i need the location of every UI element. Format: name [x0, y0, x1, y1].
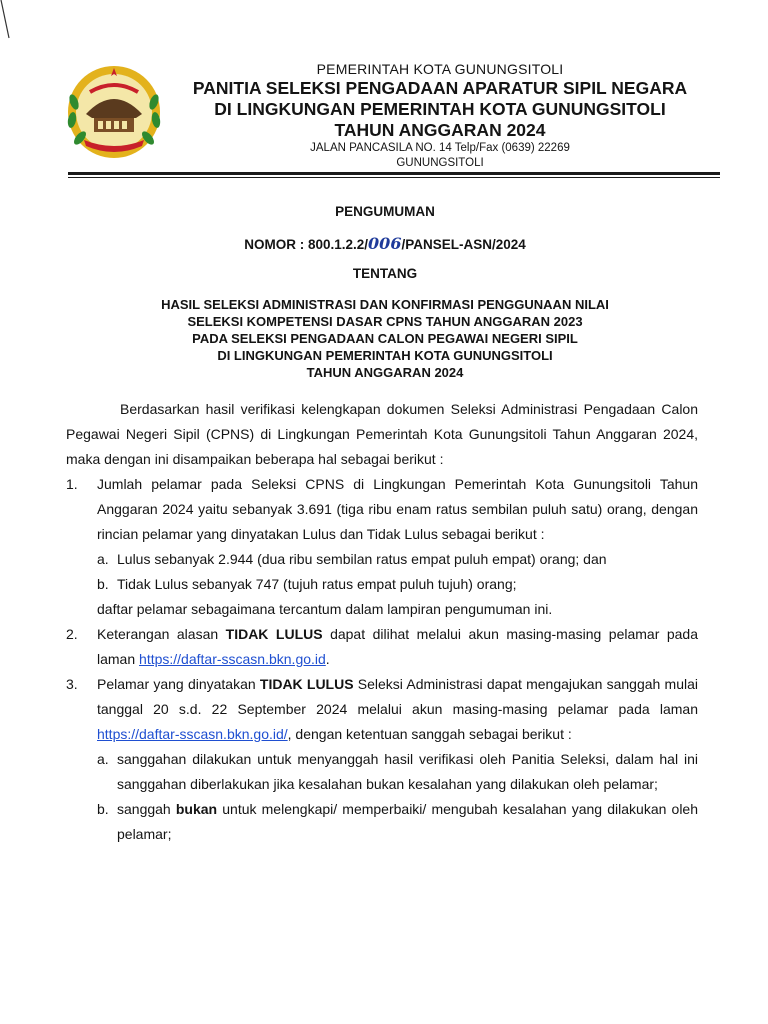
sub-item-letter: a.	[97, 551, 109, 567]
subject-line: DI LINGKUNGAN PEMERINTAH KOTA GUNUNGSITOLI	[217, 348, 553, 363]
list-item-1	[66, 472, 698, 622]
sub-item-letter: b.	[97, 801, 109, 817]
text-segment: , dengan ketentuan sanggah sebagai berikut :	[287, 726, 572, 742]
intro-paragraph: Berdasarkan hasil verifikasi kelengkapan dokumen Seleksi Administrasi Pengadaan Calon Pegawai Negeri Sipil (CPNS) di Lingkungan Pemerintah Kota Gunungsitoli Tahun Anggaran 2024, maka dengan ini disampaikan beberapa hal sebagai berikut :	[66, 401, 698, 467]
announcement-title: PENGUMUMAN	[335, 204, 435, 219]
text-segment: Seleksi Administrasi dapat mengajukan sanggah mulai tanggal 20 s.d. 22 September 2024 melalui akun masing-masing pelamar pada laman	[97, 676, 699, 717]
subject-line: HASIL SELEKSI ADMINISTRASI DAN KONFIRMASI PENGGUNAAN NILAI	[161, 297, 609, 312]
item-text: Jumlah pelamar pada Seleksi CPNS di Lingkungan Pemerintah Kota Gunungsitoli Tahun Anggaran 2024 yaitu sebanyak 3.691 (tiga ribu enam ratus sembilan puluh satu) orang, dengan rincian pelamar yang dinyatakan Lulus dan Tidak Lulus sebagai berikut :	[97, 476, 698, 542]
number-prefix: NOMOR : 800.1.2.2/	[244, 237, 369, 252]
letterhead-rule-thick	[68, 172, 720, 175]
committee-title-line1: PANITIA SELEKSI PENGADAAN APARATUR SIPIL NEGARA	[192, 78, 688, 98]
text-segment: Pelamar yang dinyatakan	[97, 676, 260, 692]
list-item-2	[66, 622, 698, 672]
committee-title-line3: TAHUN ANGGARAN 2024	[334, 120, 546, 140]
item-number: 1.	[66, 476, 78, 492]
letterhead-text	[170, 58, 710, 171]
item-number: 2.	[66, 626, 78, 642]
text-segment: dapat dilihat melalui akun masing-masing pelamar pada laman	[97, 626, 698, 667]
sub-item-b	[97, 572, 698, 597]
item-note: daftar pelamar sebagaimana tercantum dalam lampiran pengumuman ini.	[97, 601, 553, 617]
letterhead	[60, 58, 710, 168]
scan-edge-mark	[0, 0, 12, 40]
sub-item-a	[97, 547, 698, 572]
committee-title-line2: DI LINGKUNGAN PEMERINTAH KOTA GUNUNGSITOLI	[214, 99, 666, 119]
emphasis-text: TIDAK LULUS	[225, 626, 323, 642]
subject-line: TAHUN ANGGARAN 2024	[306, 365, 464, 380]
subject-line: PADA SELEKSI PENGADAAN CALON PEGAWAI NEGERI SIPIL	[192, 331, 578, 346]
sub-item-text: Tidak Lulus sebanyak 747 (tujuh ratus empat puluh tujuh) orang;	[117, 576, 517, 592]
city-emblem-icon	[64, 62, 164, 162]
sub-item-letter: a.	[97, 751, 109, 767]
announcement-subject	[60, 296, 710, 381]
sub-item-text	[117, 801, 698, 842]
announcement-about: TENTANG	[352, 266, 418, 281]
number-handwritten: 006	[368, 234, 402, 253]
subject-line: SELEKSI KOMPETENSI DASAR CPNS TAHUN ANGGARAN 2023	[187, 314, 583, 329]
sscasn-link[interactable]: https://daftar-sscasn.bkn.go.id/	[97, 726, 288, 742]
government-name: PEMERINTAH KOTA GUNUNGSITOLI	[316, 61, 564, 77]
emphasis-text: TIDAK LULUS	[259, 676, 354, 692]
item-text	[97, 622, 698, 672]
text-segment: Keterangan alasan	[97, 626, 226, 642]
city: GUNUNGSITOLI	[396, 157, 484, 169]
sscasn-link[interactable]: https://daftar-sscasn.bkn.go.id	[139, 651, 326, 667]
text-segment: .	[325, 651, 330, 667]
sub-item-letter: b.	[97, 576, 109, 592]
sub-item-text: sanggahan dilakukan untuk menyanggah hasil verifikasi oleh Panitia Seleksi, dalam hal ini sanggahan diberlakukan jika kesalahan bukan kesalahan yang dilakukan oleh pelamar;	[117, 751, 698, 792]
list-item-3	[66, 672, 698, 847]
announcement-body	[66, 397, 698, 847]
sub-item-a	[97, 747, 698, 797]
text-segment: untuk melengkapi/ memperbaiki/ mengubah kesalahan yang dilakukan oleh pelamar;	[117, 801, 699, 842]
item-text	[97, 672, 698, 747]
number-suffix: /PANSEL-ASN/2024	[401, 237, 526, 252]
letterhead-rule-thin	[68, 177, 720, 178]
sub-item-b	[97, 797, 698, 847]
item-number: 3.	[66, 676, 78, 692]
emphasis-text: bukan	[175, 801, 218, 817]
announcement-number	[60, 234, 710, 253]
address: JALAN PANCASILA NO. 14 Telp/Fax (0639) 22269	[310, 142, 570, 154]
sub-item-text: Lulus sebanyak 2.944 (dua ribu sembilan ratus empat puluh empat) orang; dan	[117, 551, 607, 567]
text-segment: sanggah	[117, 801, 176, 817]
